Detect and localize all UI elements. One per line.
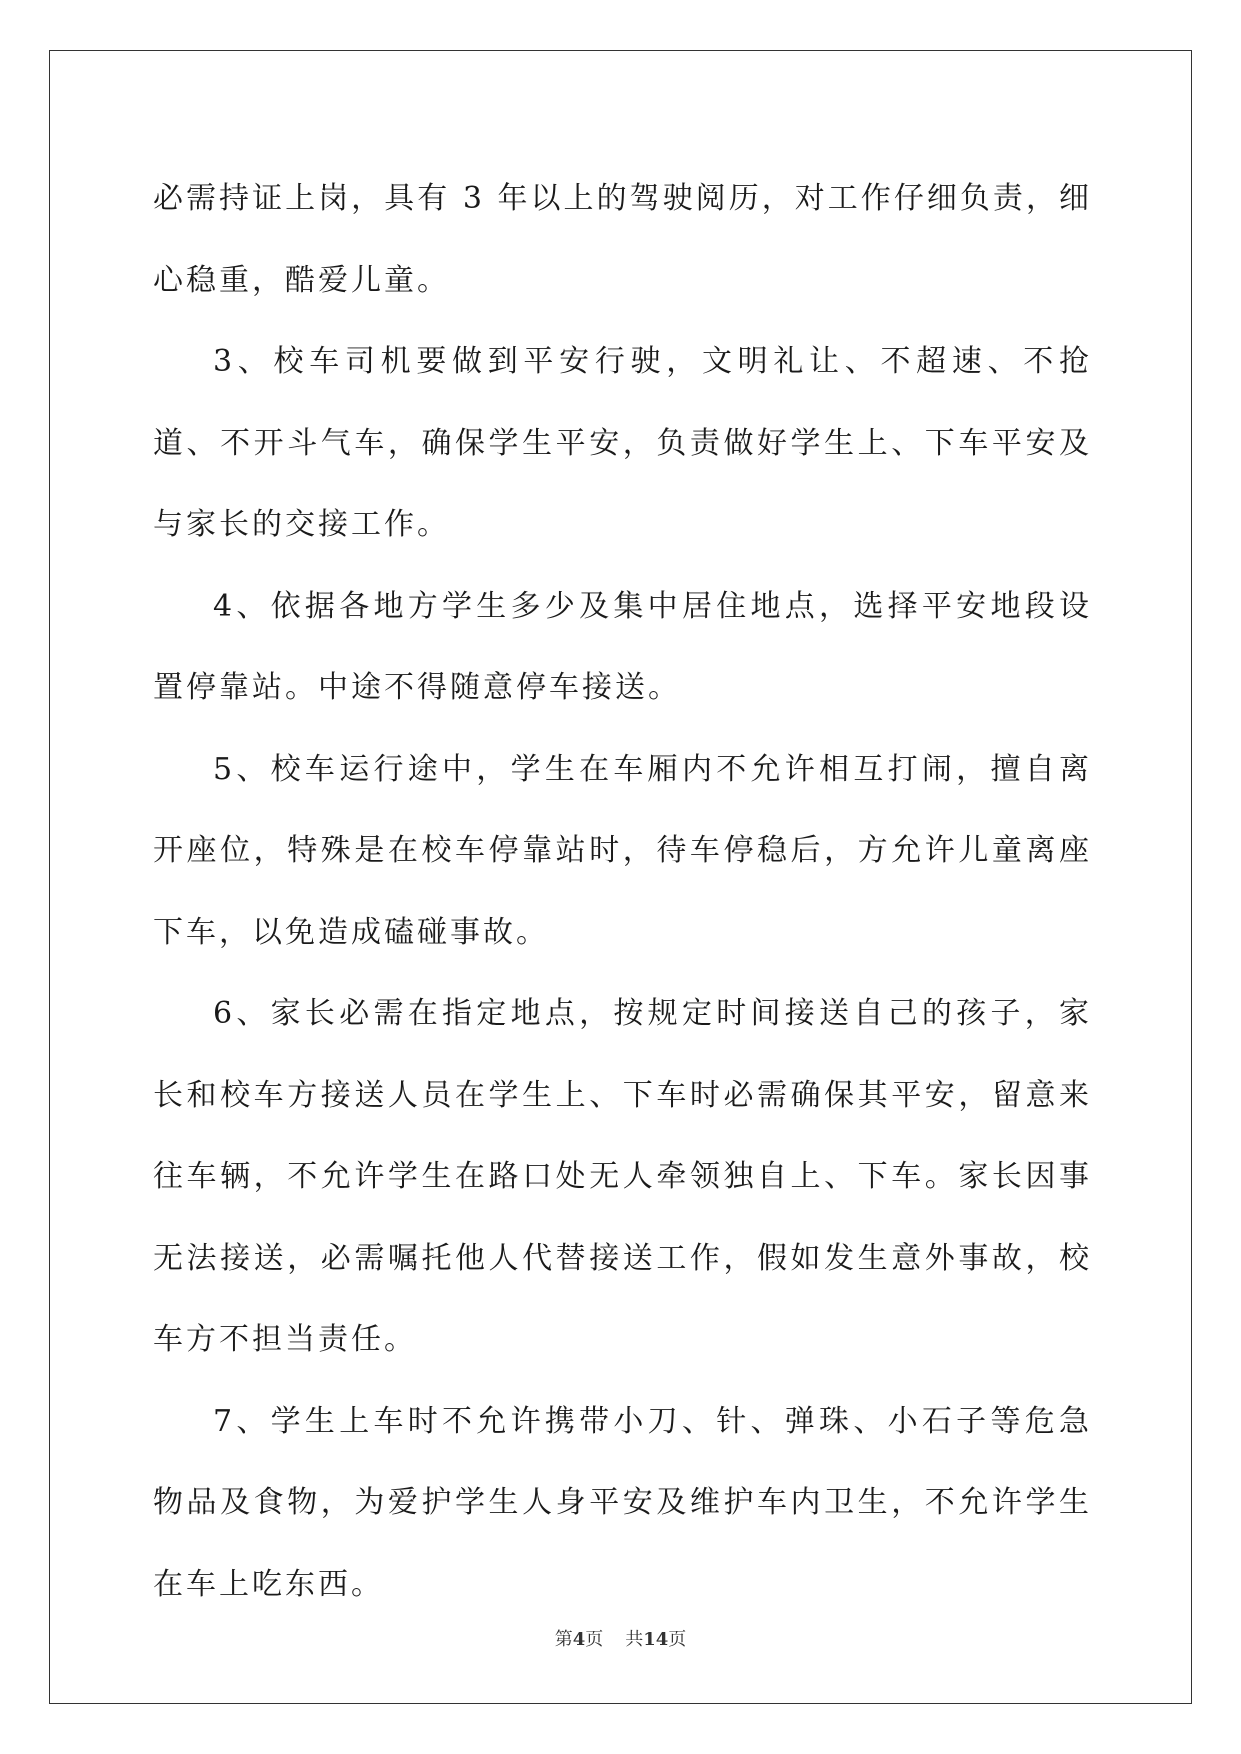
total-prefix: 共: [625, 1629, 644, 1650]
paragraph-item-5: 5、校车运行途中，学生在车厢内不允许相互打闹，擅自离开座位，特殊是在校车停靠站时，待车停稳后，方允许儿童离座下车，以免造成磕碰事故。: [153, 751, 1092, 950]
paragraph-item-6: 6、家长必需在指定地点，按规定时间接送自己的孩子，家长和校车方接送人员在学生上、下车时必需确保其平安，留意来往车辆，不允许学生在路口处无人牵领独自上、下车。家长因事无法接送，必需嘱托他人代替接送工作，假如发生意外事故，校车方不担当责任。: [153, 996, 1092, 1357]
page-footer: [0, 1625, 1241, 1651]
page-prefix: 第: [554, 1629, 573, 1650]
paragraph-continuation: 必需持证上岗，具有 3 年以上的驾驶阅历，对工作仔细负责，细心稳重，酷爱儿童。: [153, 181, 1092, 298]
page-suffix: 页: [585, 1629, 604, 1650]
paragraph-item-4: 4、依据各地方学生多少及集中居住地点，选择平安地段设置停靠站。中途不得随意停车接送。: [153, 588, 1092, 705]
page-number: 4: [572, 1629, 586, 1650]
total-suffix: 页: [668, 1629, 687, 1650]
paragraph-item-3: 3、校车司机要做到平安行驶，文明礼让、不超速、不抢道、不开斗气车，确保学生平安，负责做好学生上、下车平安及与家长的交接工作。: [153, 344, 1092, 542]
document-body: [153, 158, 1092, 1625]
paragraph-item-7: 7、学生上车时不允许携带小刀、针、弹珠、小石子等危急物品及食物，为爱护学生人身平安及维护车内卫生，不允许学生在车上吃东西。: [153, 1403, 1092, 1602]
total-pages: 14: [643, 1629, 669, 1650]
